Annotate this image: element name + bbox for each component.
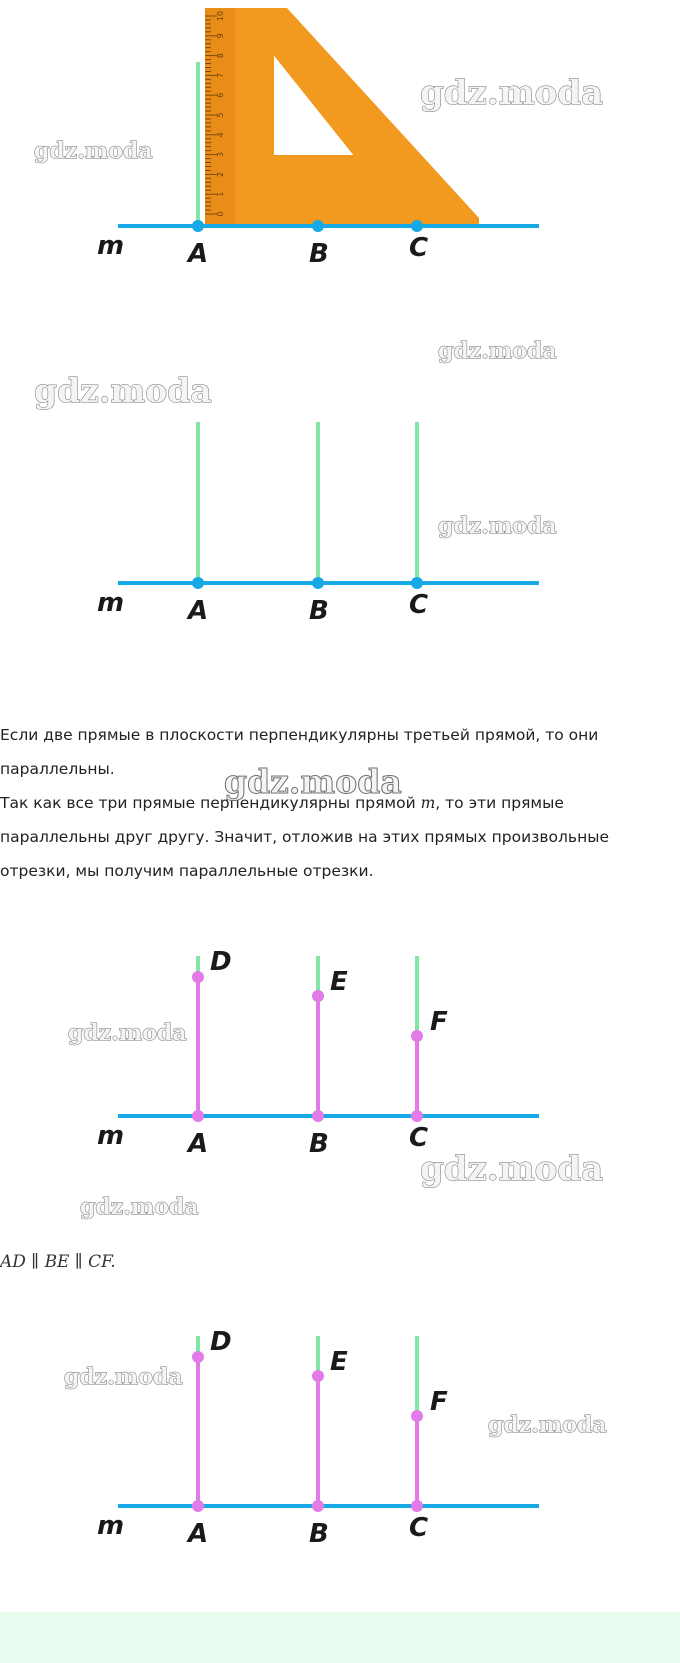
point-e <box>312 1370 324 1382</box>
watermark: gdz.moda <box>438 338 557 364</box>
label-a: A <box>188 1519 209 1549</box>
point-f <box>411 1030 423 1042</box>
figure-segments-1 <box>0 940 680 1220</box>
watermark: gdz.moda <box>64 1364 183 1390</box>
figure-perpendiculars <box>0 330 680 630</box>
point-c <box>411 220 423 232</box>
text-line: Если две прямые в плоскости перпендикулярны третьей прямой, то они <box>0 726 599 744</box>
text-line: параллельны. <box>0 760 115 778</box>
watermark: gdz.moda <box>34 371 212 410</box>
point-d <box>192 1351 204 1363</box>
watermark: gdz.moda <box>34 138 153 164</box>
point-a <box>192 577 204 589</box>
ruler-tick-label: 2 <box>216 171 225 177</box>
label-f: F <box>430 1007 448 1037</box>
point-c <box>411 1110 423 1122</box>
point-a <box>192 220 204 232</box>
figure-4-svg <box>0 1320 680 1570</box>
point-c <box>411 577 423 589</box>
label-a: A <box>188 596 209 626</box>
ruler-tick-label: 8 <box>216 53 225 59</box>
point-a <box>192 1500 204 1512</box>
label-c: C <box>409 1123 429 1153</box>
ruler-tick-label: 6 <box>216 92 225 98</box>
label-b: B <box>309 239 329 269</box>
label-e: E <box>330 967 348 997</box>
explanation-text <box>0 718 660 888</box>
figure-2-svg <box>0 330 680 630</box>
text-line: отрезки, мы получим параллельные отрезки. <box>0 862 374 880</box>
watermark: gdz.moda <box>420 1149 604 1189</box>
point-e <box>312 990 324 1002</box>
watermark: gdz.moda <box>224 762 402 801</box>
ruler-tick-label: 5 <box>216 112 225 118</box>
label-c: C <box>409 590 429 620</box>
label-m: m <box>97 231 125 261</box>
point-a <box>192 1110 204 1122</box>
figure-1-svg <box>0 0 680 270</box>
label-b: B <box>309 1129 329 1159</box>
ruler-tick-label: 9 <box>216 33 225 39</box>
ruler-tick-label: 10 <box>216 10 225 22</box>
ruler-tick-label: 1 <box>216 191 225 197</box>
label-d: D <box>210 947 232 977</box>
label-m: m <box>97 588 125 618</box>
watermark: gdz.moda <box>488 1412 607 1438</box>
point-f <box>411 1410 423 1422</box>
text-segment: , то эти прямые <box>435 794 564 812</box>
bottom-bar <box>0 1612 680 1663</box>
label-b: B <box>309 596 329 626</box>
ruler-tick-label: 7 <box>216 72 225 78</box>
ruler-tick-label: 0 <box>216 211 225 217</box>
watermark: gdz.moda <box>68 1020 187 1046</box>
label-f: F <box>430 1387 448 1417</box>
variable-m: m <box>420 794 436 812</box>
watermark: gdz.moda <box>80 1194 199 1220</box>
figure-3-svg <box>0 940 680 1220</box>
point-c <box>411 1500 423 1512</box>
parallel-formula: AD ∥ BE ∥ CF. <box>0 1252 116 1272</box>
label-c: C <box>409 1513 429 1543</box>
text-segment: Так как все три прямые перпендикулярны прямой <box>0 794 421 812</box>
label-d: D <box>210 1327 232 1357</box>
label-a: A <box>188 1129 209 1159</box>
point-b <box>312 220 324 232</box>
label-b: B <box>309 1519 329 1549</box>
ruler-tick-label: 3 <box>216 152 225 158</box>
text-line: параллельны друг другу. Значит, отложив на этих прямых произвольные <box>0 828 609 846</box>
point-d <box>192 971 204 983</box>
point-b <box>312 577 324 589</box>
point-b <box>312 1500 324 1512</box>
label-m: m <box>97 1121 125 1151</box>
watermark: gdz.moda <box>438 513 557 539</box>
point-b <box>312 1110 324 1122</box>
ruler-tick-label: 4 <box>216 132 225 138</box>
watermark: gdz.moda <box>420 73 604 113</box>
label-m: m <box>97 1511 125 1541</box>
label-a: A <box>188 239 209 269</box>
figure-segments-2 <box>0 1320 680 1570</box>
label-c: C <box>409 233 429 263</box>
label-e: E <box>330 1347 348 1377</box>
figure-ruler-triangle <box>0 0 680 270</box>
